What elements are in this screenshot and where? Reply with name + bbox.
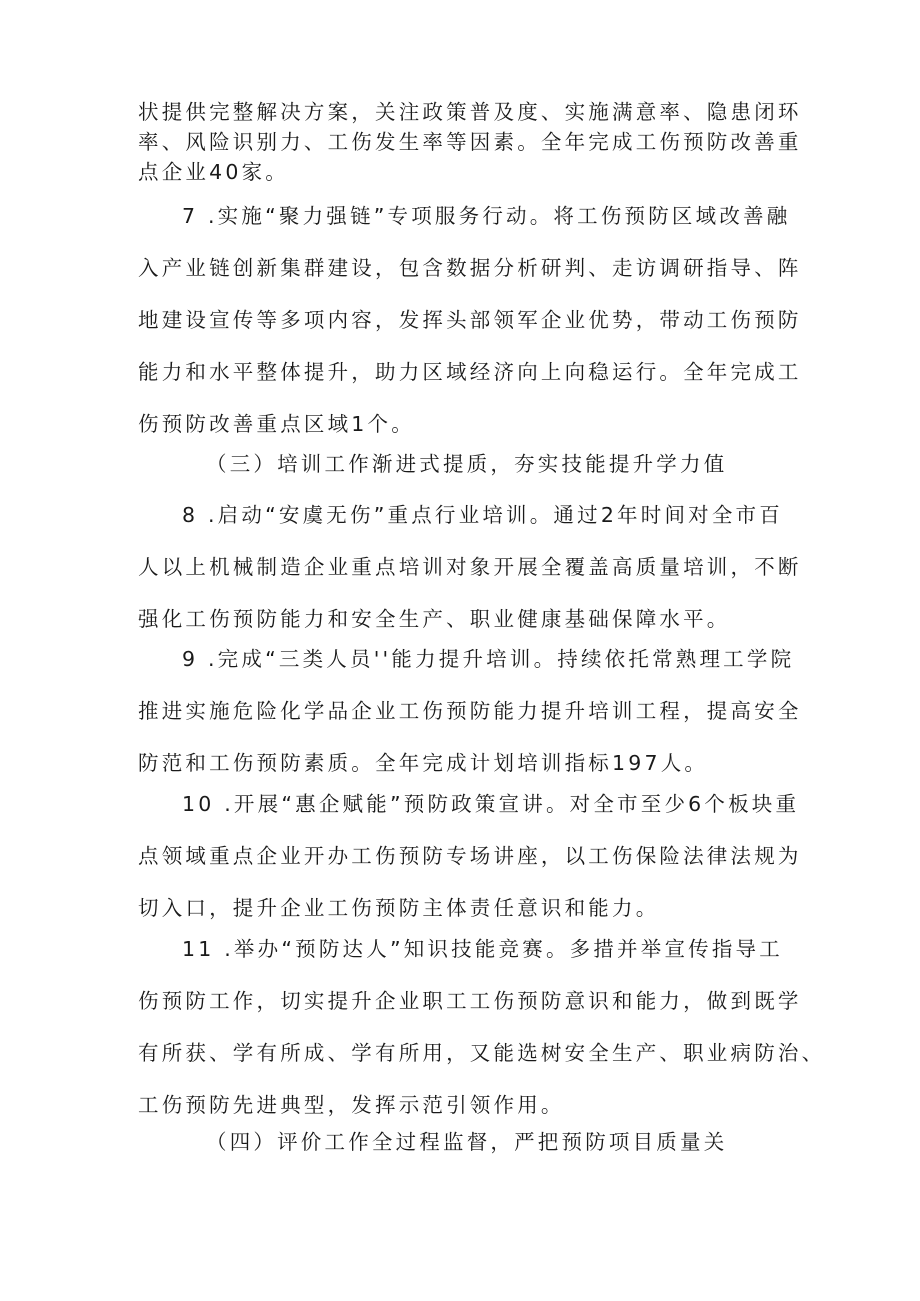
section-heading-3 <box>138 449 792 479</box>
text-line: 状提供完整解决方案，关注政策普及度、实施满意率、隐患闭环 <box>138 100 802 124</box>
paragraph-item-9 <box>138 644 802 778</box>
text-line: 切入口，提升企业工伤预防主体责任意识和能力。 <box>138 896 660 920</box>
text-line: 伤预防工作，切实提升企业职工工伤预防意识和能力，做到既学 <box>138 989 802 1013</box>
text-line: 能力和水平整体提升，助力区域经济向上向稳运行。全年完成工 <box>138 360 802 384</box>
paragraph-item-8 <box>138 500 802 634</box>
text-line: 人以上机械制造企业重点培训对象开展全覆盖高质量培训，不断 <box>138 555 802 579</box>
text-line: 点企业40家。 <box>138 160 289 184</box>
text-line: 推进实施危险化学品企业工伤预防能力提升培训工程，提高安全 <box>138 699 802 723</box>
paragraph-continuation <box>138 97 802 187</box>
text-line: 9 .完成“三类人员''能力提升培训。持续依托常熟理工学院 <box>182 647 795 671</box>
text-line: 入产业链创新集群建设，包含数据分析研判、走访调研指导、阵 <box>138 256 802 280</box>
text-line: 地建设宣传等多项内容，发挥头部领军企业优势，带动工伤预防 <box>138 308 802 332</box>
paragraph-item-11 <box>138 934 826 1120</box>
heading-text: （四）评价工作全过程监督，严把预防项目质量关 <box>206 1130 728 1154</box>
text-line: 11 .举办“预防达人”知识技能竞赛。多措并举宣传指导工 <box>182 937 783 961</box>
text-line: 率、风险识别力、工伤发生率等因素。全年完成工伤预防改善重 <box>138 130 802 154</box>
paragraph-item-10 <box>138 789 802 923</box>
text-line: 8 .启动“安虞无伤”重点行业培训。通过2年时间对全市百 <box>182 503 783 527</box>
heading-text: （三）培训工作渐进式提质，夯实技能提升学力值 <box>206 452 728 476</box>
text-line: 有所获、学有所成、学有所用，又能选树安全生产、职业病防治、 <box>138 1041 826 1065</box>
paragraph-item-7 <box>138 201 802 439</box>
text-line: 点领域重点企业开办工伤预防专场讲座，以工伤保险法律法规为 <box>138 844 802 868</box>
text-line: 强化工伤预防能力和安全生产、职业健康基础保障水平。 <box>138 607 731 631</box>
text-line: 10 .开展“惠企赋能”预防政策宣讲。对全市至少6个板块重 <box>182 792 800 816</box>
text-line: 伤预防改善重点区域1个。 <box>138 412 415 436</box>
text-line: 7 .实施“聚力强链”专项服务行动。将工伤预防区域改善融 <box>182 204 791 228</box>
text-line: 防范和工伤预防素质。全年完成计划培训指标197人。 <box>138 751 709 775</box>
text-line: 工伤预防先进典型，发挥示范引领作用。 <box>138 1093 565 1117</box>
section-heading-4 <box>138 1127 792 1157</box>
